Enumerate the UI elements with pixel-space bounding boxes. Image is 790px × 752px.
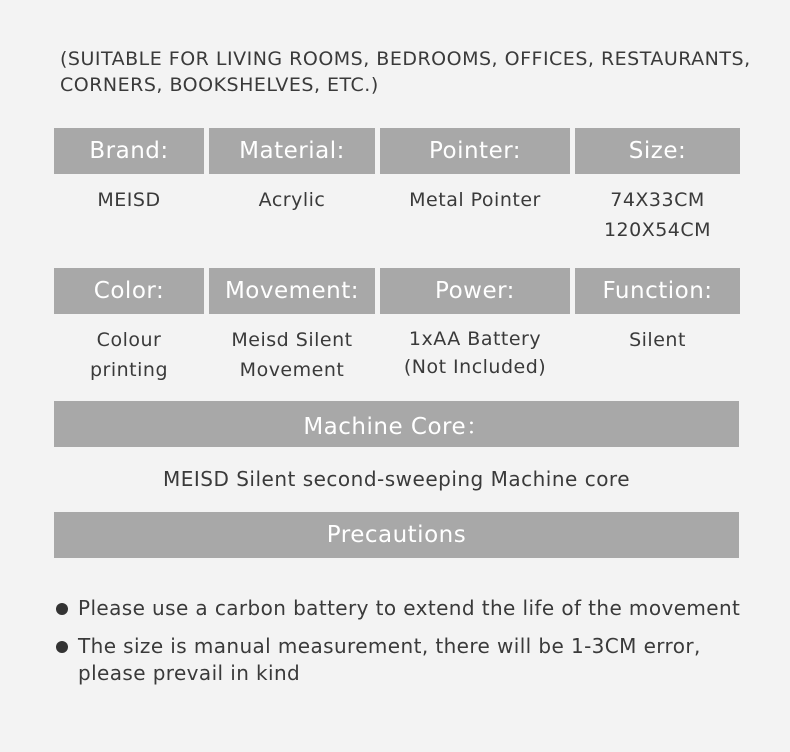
precaution-text — [78, 633, 701, 687]
power-value — [380, 325, 570, 381]
bullet-dot-icon — [56, 641, 68, 653]
machine-core-header: Machine Core： — [54, 401, 739, 447]
power-header: Power: — [380, 268, 570, 314]
color-value — [54, 325, 204, 385]
movement-value-line-2: Movement — [239, 359, 345, 381]
function-value — [575, 325, 740, 355]
precaution-text-line-2: please prevail in kind — [78, 661, 301, 685]
function-header: Function: — [575, 268, 740, 314]
size-value-line-2: 120X54CM — [603, 219, 712, 241]
precaution-text-line-1: Please use a carbon battery to extend the life of the movement — [78, 596, 741, 620]
precaution-text — [78, 595, 740, 622]
precaution-item — [56, 633, 756, 687]
power-value-line-1: 1xAA Battery — [408, 328, 542, 350]
pointer-value-line-1: Metal Pointer — [409, 189, 541, 211]
material-value-line-1: Acrylic — [258, 189, 326, 211]
function-value-line-1: Silent — [629, 329, 686, 351]
intro-line-2: CORNERS, BOOKSHELVES, ETC.) — [60, 74, 379, 96]
brand-header: Brand: — [54, 128, 204, 174]
machine-core-text: MEISD Silent second-sweeping Machine core — [162, 467, 631, 491]
pointer-value — [380, 185, 570, 215]
intro-line-1: (SUITABLE FOR LIVING ROOMS, BEDROOMS, OFFICES, RESTAURANTS, — [60, 48, 751, 70]
movement-value-line-1: Meisd Silent — [231, 329, 353, 351]
material-value — [209, 185, 375, 215]
movement-value — [209, 325, 375, 385]
brand-value — [54, 185, 204, 215]
color-value-line-1: Colour — [96, 329, 162, 351]
precaution-text-line-1: The size is manual measurement, there will be 1-3CM error, — [78, 634, 701, 658]
power-value-line-2: (Not Included) — [403, 356, 547, 378]
size-header: Size: — [575, 128, 740, 174]
brand-value-line-1: MEISD — [97, 189, 161, 211]
color-value-line-2: printing — [89, 359, 169, 381]
precaution-item — [56, 595, 756, 622]
bullet-dot-icon — [56, 603, 68, 615]
pointer-header: Pointer: — [380, 128, 570, 174]
material-header: Material: — [209, 128, 375, 174]
size-value — [575, 185, 740, 245]
color-header: Color: — [54, 268, 204, 314]
intro-text — [60, 46, 760, 98]
movement-header: Movement: — [209, 268, 375, 314]
size-value-line-1: 74X33CM — [610, 189, 705, 211]
precautions-header: Precautions — [54, 512, 739, 558]
